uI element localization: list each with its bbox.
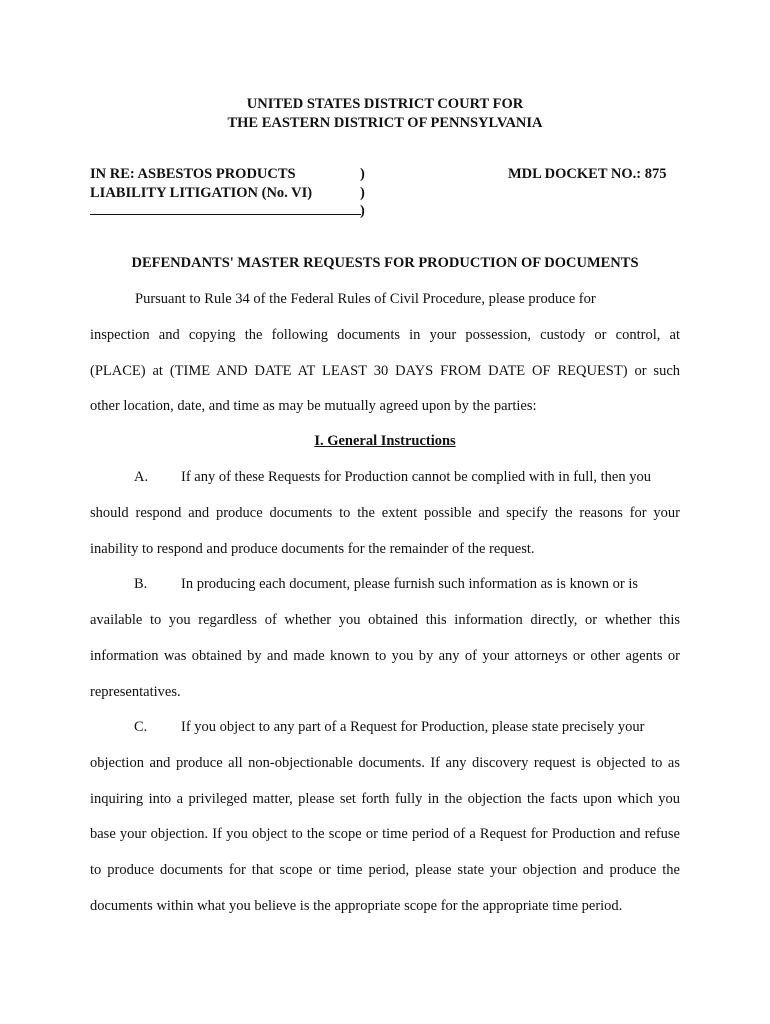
intro-line-1: Pursuant to Rule 34 of the Federal Rules of Civil Procedure, please produce for — [135, 291, 596, 307]
docket-number: MDL DOCKET NO.: 875 — [508, 166, 667, 182]
caption-line-2: LIABILITY LITIGATION (No. VI) — [90, 185, 313, 201]
section-heading: I. General Instructions — [314, 433, 456, 449]
court-heading-line-2: THE EASTERN DISTRICT OF PENNSYLVANIA — [227, 115, 543, 131]
intro-line-2: inspection and copying the following documents in your possession, custody or control, at — [90, 327, 680, 343]
instruction-b-line-1: In producing each document, please furnish such information as is known or is — [181, 576, 639, 592]
document-title: DEFENDANTS' MASTER REQUESTS FOR PRODUCTION OF DOCUMENTS — [131, 255, 639, 271]
instruction-a-line-3: inability to respond and produce documents for the remainder of the request. — [90, 541, 535, 557]
intro-line-3: (PLACE) at (TIME AND DATE AT LEAST 30 DAYS FROM DATE OF REQUEST) or such — [90, 363, 680, 379]
instruction-b-line-2: available to you regardless of whether you obtained this information directly, or whether this — [90, 612, 680, 628]
caption-paren-2: ) — [360, 185, 365, 201]
instruction-c-line-4: base your objection. If you object to the scope or time period of a Request for Production and refuse — [90, 826, 680, 842]
instruction-b-line-3: information was obtained by and made known to you by any of your attorneys or other agents or — [90, 648, 680, 664]
instruction-a-line-1: If any of these Requests for Production cannot be complied with in full, then you — [181, 469, 651, 485]
instruction-c-line-2: objection and produce all non-objectionable documents. If any discovery request is objected to as — [90, 755, 680, 771]
caption-paren-1: ) — [360, 166, 365, 182]
intro-line-4: other location, date, and time as may be mutually agreed upon by the parties: — [90, 398, 537, 414]
caption-line-1: IN RE: ASBESTOS PRODUCTS — [90, 166, 296, 182]
instruction-b-line-4: representatives. — [90, 684, 181, 700]
instruction-a-line-2: should respond and produce documents to the extent possible and specify the reasons for your — [90, 505, 680, 521]
caption-paren-3: ) — [360, 203, 365, 219]
instruction-c-line-1: If you object to any part of a Request for Production, please state precisely your — [181, 719, 645, 735]
instruction-c-letter: C. — [134, 719, 148, 735]
instruction-b-letter: B. — [134, 576, 148, 592]
instruction-c-line-6: documents within what you believe is the appropriate scope for the appropriate time period. — [90, 898, 623, 914]
court-heading-line-1: UNITED STATES DISTRICT COURT FOR — [246, 96, 524, 112]
court-heading — [0, 95, 770, 133]
instruction-c-line-5: to produce documents for that scope or time period, please state your objection and produce the — [90, 862, 680, 878]
caption-underline — [90, 214, 361, 215]
instruction-a-letter: A. — [134, 469, 149, 485]
instruction-c-line-3: inquiring into a privileged matter, please set forth fully in the objection the facts upon which you — [90, 791, 680, 807]
